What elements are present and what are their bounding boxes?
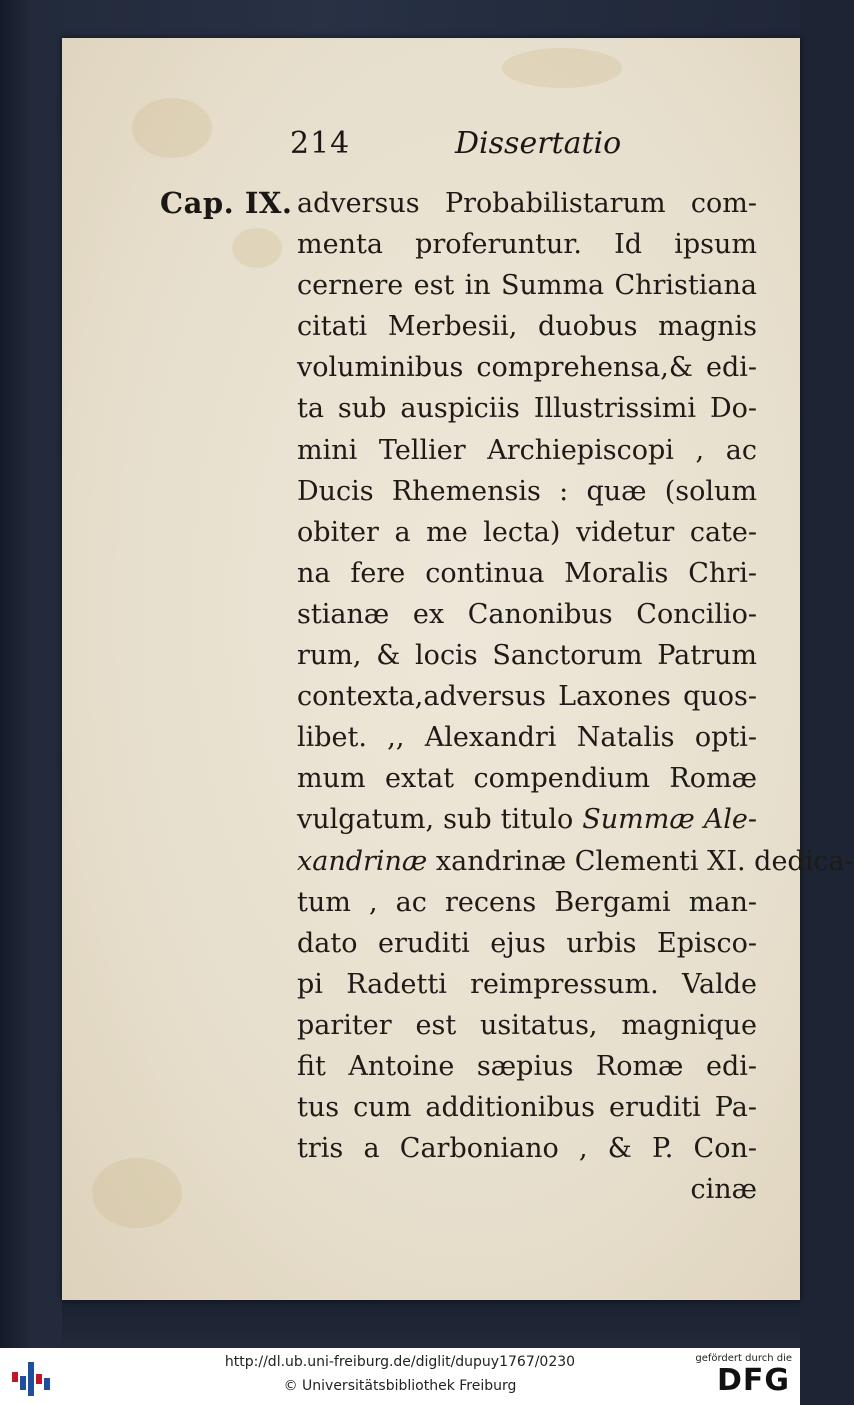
paper-stain bbox=[92, 1158, 182, 1228]
text-line: obiter a me lecta) videtur cate- bbox=[297, 516, 757, 548]
copyright-notice: © Universitätsbibliothek Freiburg bbox=[283, 1378, 517, 1394]
text-span: vulgatum, sub titulo bbox=[297, 804, 574, 836]
viewer-footer bbox=[0, 1348, 800, 1405]
page-number: 214 bbox=[290, 126, 351, 161]
text-line: mum extat compendium Romæ bbox=[297, 763, 757, 795]
text-line: tris a Carboniano , & P. Con- bbox=[297, 1133, 757, 1165]
paper-stain bbox=[502, 48, 622, 88]
italic-title: Summæ Ale- bbox=[582, 804, 757, 836]
text-line: menta proferuntur. Id ipsum bbox=[297, 229, 757, 261]
text-line: pariter est usitatus, magnique bbox=[297, 1009, 757, 1041]
text-line: mini Tellier Archiepiscopi , ac bbox=[297, 434, 757, 466]
funding-note: gefördert durch die bbox=[695, 1353, 792, 1364]
catchword: cinæ bbox=[690, 1174, 757, 1206]
paper-stain bbox=[132, 98, 212, 158]
text-line: tus cum additionibus eruditi Pa- bbox=[297, 1092, 757, 1124]
text-line: ta sub auspiciis Illustrissimi Do- bbox=[297, 393, 757, 425]
running-title: Dissertatio bbox=[455, 126, 622, 161]
paper-stain bbox=[232, 228, 282, 268]
text-line: contexta,adversus Laxones quos- bbox=[297, 681, 757, 713]
body-text bbox=[297, 183, 854, 1210]
text-line: fit Antoine sæpius Romæ edi- bbox=[297, 1050, 757, 1082]
text-line: cernere est in Summa Christiana bbox=[297, 270, 757, 302]
text-line: dato eruditi ejus urbis Episco- bbox=[297, 927, 757, 959]
text-line: citati Merbesii, duobus magnis bbox=[297, 311, 757, 343]
text-line: voluminibus comprehensa,& edi- bbox=[297, 352, 757, 384]
text-line-with-italic bbox=[297, 799, 757, 840]
text-line: rum, & locis Sanctorum Patrum bbox=[297, 640, 757, 672]
text-line: stianæ ex Canonibus Concilio- bbox=[297, 598, 757, 630]
permalink-url[interactable]: http://dl.ub.uni-freiburg.de/diglit/dupuy1767/0230 bbox=[224, 1354, 576, 1370]
text-line: adversus Probabilistarum com- bbox=[297, 188, 757, 219]
page-bottom-edge bbox=[62, 1300, 800, 1348]
text-line: na fere continua Moralis Chri- bbox=[297, 557, 757, 589]
italic-title: xandrinæ bbox=[297, 845, 428, 877]
dfg-logo[interactable]: DFG bbox=[716, 1363, 790, 1398]
text-line: pi Radetti reimpressum. Valde bbox=[297, 968, 757, 1000]
text-line-with-italic bbox=[297, 841, 854, 882]
chapter-marker: Cap. IX. bbox=[160, 186, 293, 220]
text-line: tum , ac recens Bergami man- bbox=[297, 886, 757, 918]
text-line: Ducis Rhemensis : quæ (solum bbox=[297, 475, 757, 507]
text-span: xandrinæ Clementi XI. dedica- bbox=[435, 845, 854, 877]
text-line: libet. ,, Alexandri Natalis opti- bbox=[297, 722, 757, 754]
